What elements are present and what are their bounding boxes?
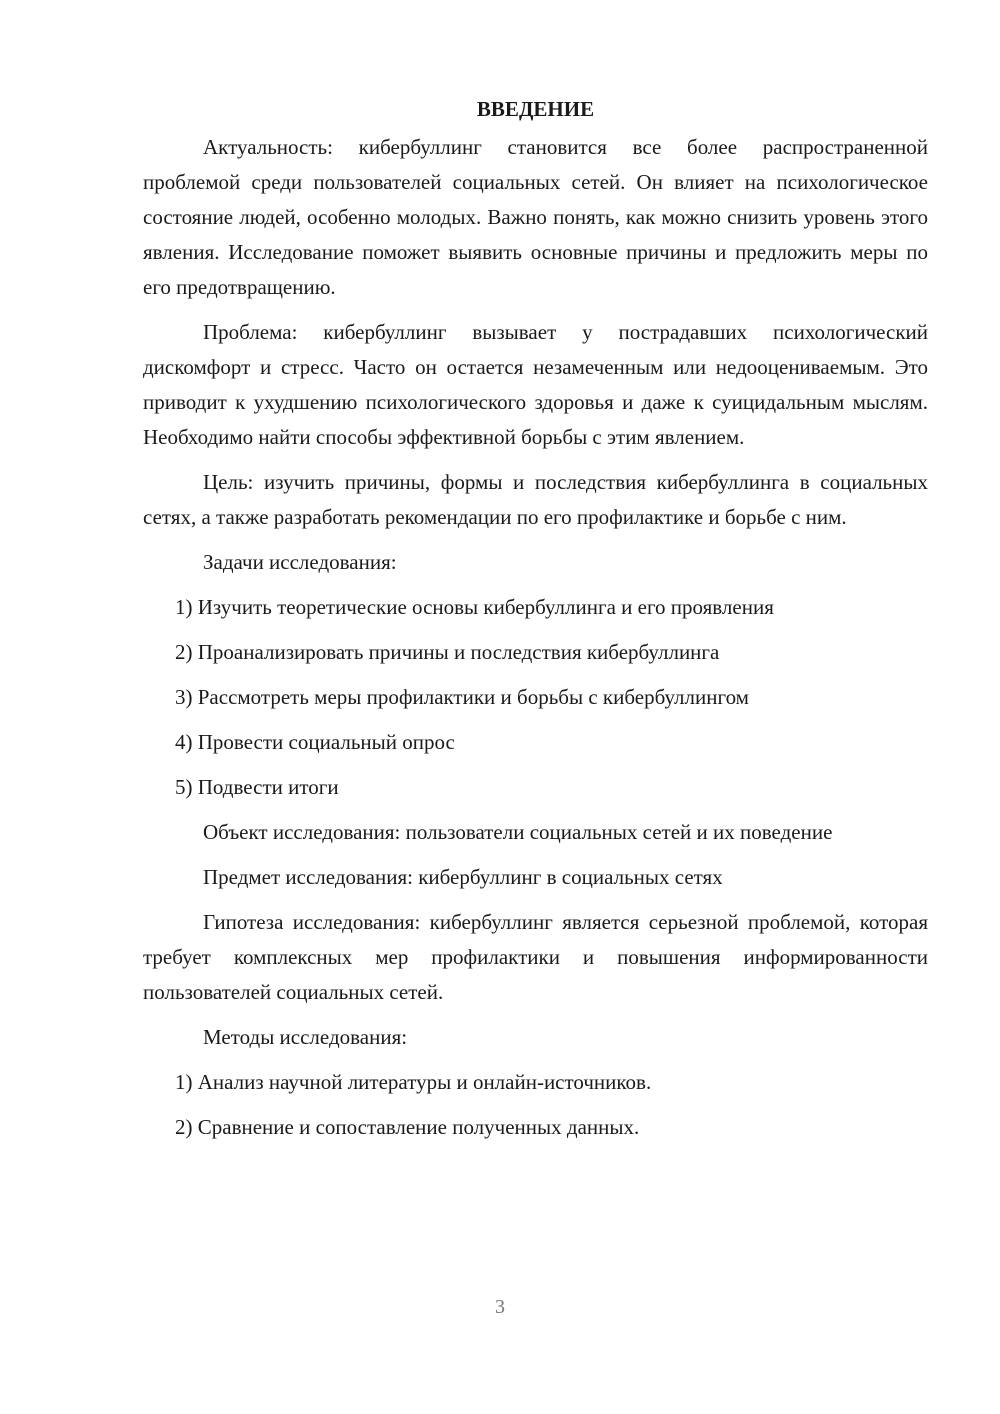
section-heading: ВВЕДЕНИЕ xyxy=(476,97,595,121)
methods-label: Методы исследования: xyxy=(203,1025,408,1049)
tasks-list xyxy=(143,590,928,805)
tasks-label: Задачи исследования: xyxy=(203,550,397,574)
object-paragraph: Объект исследования: пользователи социальных сетей и их поведение xyxy=(203,820,833,844)
methods-list xyxy=(143,1065,928,1145)
problem-paragraph: Проблема: кибербуллинг вызывает у пострадавших психологический дискомфорт и стресс. Часто он остается незамеченным или недооцениваемым. Это приводит к ухудшению психологического здоровья и даже к суицидальным мыслям. Необходимо найти способы эффективной борьбы с этим явлением. xyxy=(143,320,928,449)
task-item: 3) Рассмотреть меры профилактики и борьбы с кибербуллингом xyxy=(175,685,749,709)
document-page xyxy=(143,92,928,1155)
goal-paragraph: Цель: изучить причины, формы и последствия кибербуллинга в социальных сетях, а также разработать рекомендации по его профилактике и борьбе с ним. xyxy=(143,470,928,529)
task-item: 2) Проанализировать причины и последствия кибербуллинга xyxy=(175,640,720,664)
method-item: 1) Анализ научной литературы и онлайн-источников. xyxy=(175,1070,652,1094)
task-item: 1) Изучить теоретические основы кибербуллинга и его проявления xyxy=(175,595,774,619)
subject-paragraph: Предмет исследования: кибербуллинг в социальных сетях xyxy=(203,865,723,889)
task-item: 5) Подвести итоги xyxy=(175,775,339,799)
page-number: 3 xyxy=(495,1296,505,1318)
task-item: 4) Провести социальный опрос xyxy=(175,730,455,754)
relevance-paragraph: Актуальность: кибербуллинг становится все более распространенной проблемой среди пользователей социальных сетей. Он влияет на психологическое состояние людей, особенно молодых. Важно понять, как можно снизить уровень этого явления. Исследование поможет выявить основные причины и предложить меры по его предотвращению. xyxy=(143,135,928,299)
hypothesis-paragraph: Гипотеза исследования: кибербуллинг является серьезной проблемой, которая требует комплексных мер профилактики и повышения информированности пользователей социальных сетей. xyxy=(143,910,928,1004)
method-item: 2) Сравнение и сопоставление полученных данных. xyxy=(175,1115,640,1139)
